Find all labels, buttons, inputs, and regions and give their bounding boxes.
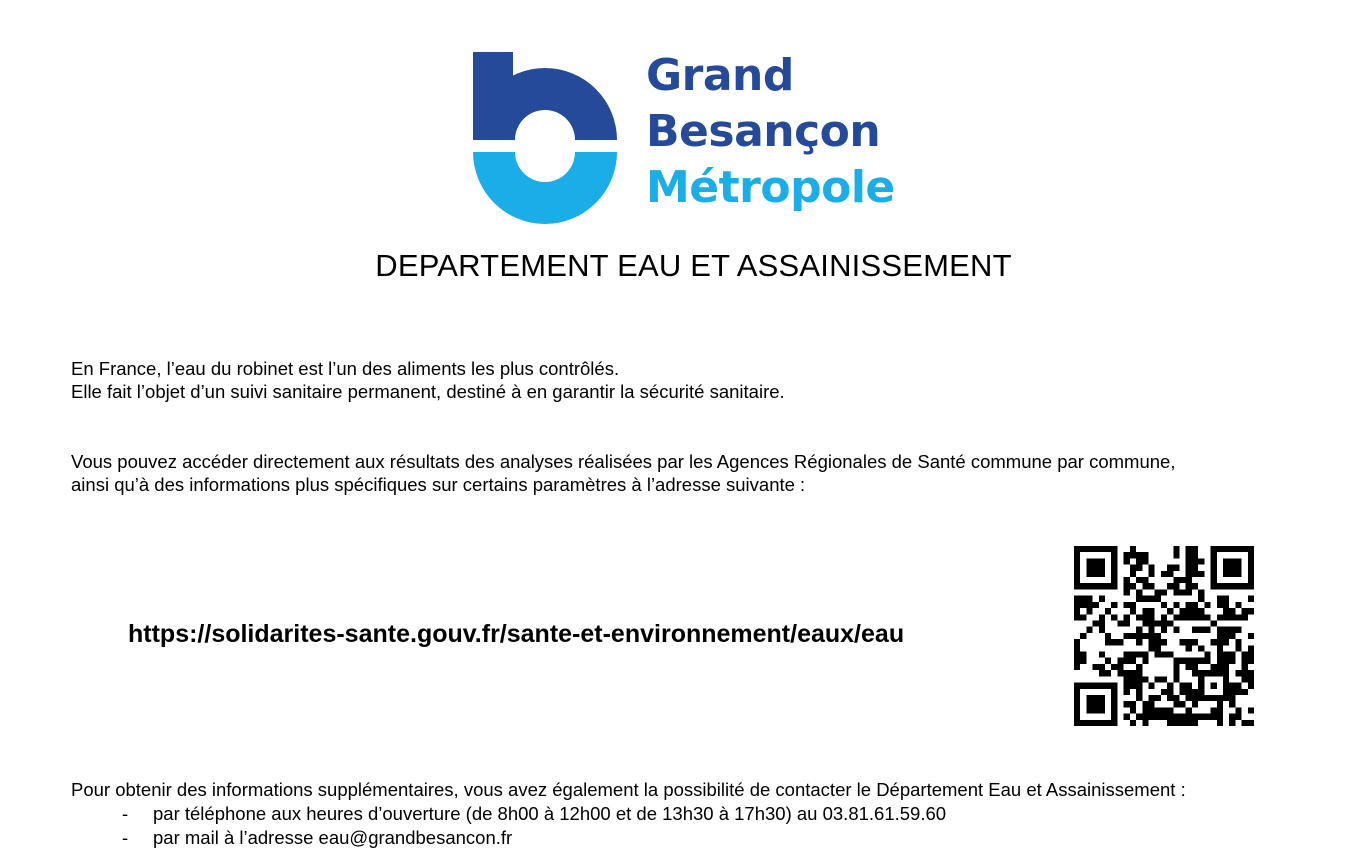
logo-wordmark: [646, 48, 895, 216]
intro-paragraph: [71, 357, 785, 403]
department-title: DEPARTEMENT EAU ET ASSAINISSEMENT: [375, 248, 1012, 283]
phone-contact-text: par téléphone aux heures d’ouverture (de 8h00 à 12h00 et de 13h30 à 17h30) au 03.81.61.59.60: [153, 803, 947, 824]
access-paragraph: [71, 450, 1175, 496]
grand-besancon-logo: [470, 48, 930, 228]
list-item: [122, 826, 946, 850]
access-line-1: Vous pouvez accéder directement aux résultats des analyses réalisées par les Agences Régionales de Santé commune par commune,: [71, 451, 1176, 472]
email-contact-text[interactable]: par mail à l’adresse eau@grandbesancon.fr: [153, 827, 513, 848]
logo-line-metropole: Métropole: [646, 162, 895, 213]
intro-line-2: Elle fait l’objet d’un suivi sanitaire permanent, destiné à en garantir la sécurité sanitaire.: [71, 381, 785, 402]
contact-intro: Pour obtenir des informations supplémentaires, vous avez également la possibilité de contacter le Département Eau et Assainissement :: [71, 779, 1186, 800]
list-item: [122, 802, 946, 826]
results-url-link[interactable]: https://solidarites-sante.gouv.fr/sante-et-environnement/eaux/eau: [128, 620, 905, 648]
contact-paragraph: [71, 778, 1186, 801]
contact-list: [122, 802, 946, 850]
logo-line-besancon: Besançon: [646, 106, 881, 157]
access-line-2: ainsi qu’à des informations plus spécifiques sur certains paramètres à l’adresse suivante :: [71, 474, 806, 495]
intro-line-1: En France, l’eau du robinet est l’un des aliments les plus contrôlés.: [71, 358, 620, 379]
bullet-dash: -: [122, 803, 129, 824]
bullet-dash: -: [122, 827, 129, 848]
qr-code-icon[interactable]: [1073, 546, 1255, 726]
b-logo-icon: [470, 48, 620, 228]
logo-line-grand: Grand: [646, 50, 794, 101]
